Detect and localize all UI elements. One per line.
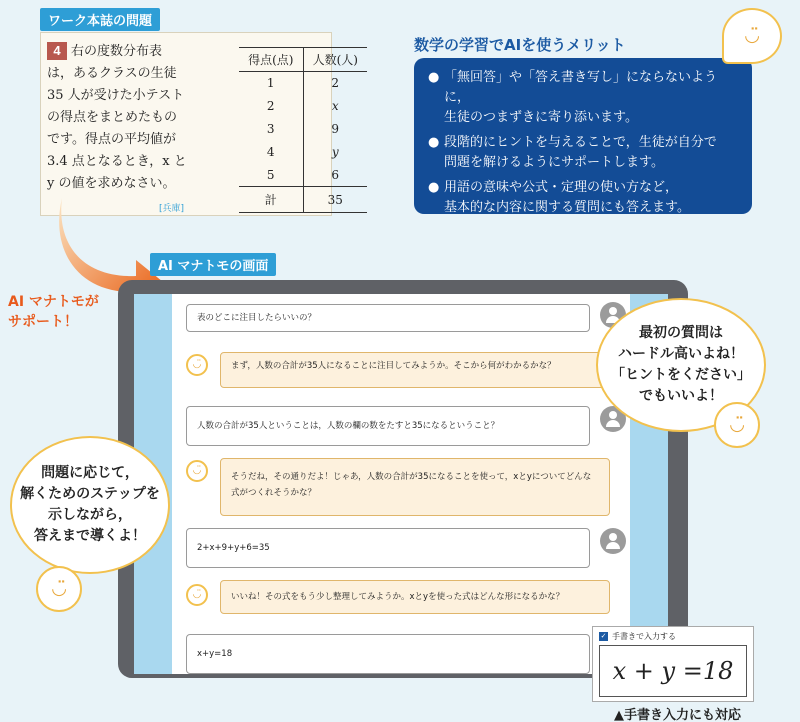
table-row	[239, 141, 367, 164]
user-avatar-icon	[600, 528, 626, 554]
ai-message: そうだね，その通りだよ！じゃあ，人数の合計が35になることを使って，xとyについてどんな式がつくれそうかな？	[220, 458, 610, 516]
table-cell: 3	[239, 118, 303, 141]
problem-line: です。得点の平均値が	[47, 132, 176, 147]
table-cell: x	[331, 99, 339, 113]
problem-line: は，あるクラスの生徒	[47, 66, 177, 81]
chat-panel[interactable]	[172, 294, 630, 674]
table-row	[239, 118, 367, 141]
benefits-title: 数学の学習でAIを使うメリット	[414, 36, 626, 54]
handwriting-input-area[interactable]: x + y =18	[599, 645, 747, 697]
handwriting-caption: ▲手書き入力にも対応	[614, 708, 741, 722]
smile-icon: ◡̈	[714, 402, 760, 448]
ai-message: いいね！その式をもう少し整理してみようか。xとyを使った式はどんな形になるかな？	[220, 580, 610, 614]
arrow-label: AI マナトモが サポート！	[8, 294, 99, 330]
benefit-text: 用語の意味や公式・定理の使い方など， 基本的な内容に関する質問にも答えます。	[444, 180, 690, 215]
speech-bubble-hint: 最初の質問は ハードル高いよね！ 「ヒントをください」 でもいいよ！	[596, 298, 766, 432]
table-header: 得点(点)	[239, 48, 303, 72]
benefit-item	[428, 133, 738, 173]
table-cell: y	[331, 145, 339, 159]
table-cell: 5	[239, 164, 303, 187]
bullet-icon: ●	[428, 135, 440, 150]
problem-source: [兵庫]	[159, 204, 185, 214]
benefit-text: 段階的にヒントを与えることで，生徒が自分で 問題を解けるようにサポートします。	[444, 135, 717, 170]
bullet-icon: ●	[428, 180, 440, 195]
problem-card	[40, 32, 358, 216]
table-cell: 2	[239, 95, 303, 118]
handwriting-toggle-label: 手書きで入力する	[612, 632, 676, 641]
ai-screen-tag: AI マナトモの画面	[150, 253, 276, 276]
table-cell: 6	[331, 167, 340, 182]
problem-number: 4	[47, 42, 67, 60]
problem-line: 3.4 点となるとき，x と	[47, 154, 187, 169]
ai-message: まず，人数の合計が35人になることに注目してみようか。そこから何がわかるかな？	[220, 352, 610, 388]
bullet-icon: ●	[428, 70, 440, 85]
table-row	[239, 164, 367, 187]
benefit-item	[428, 178, 738, 218]
table-cell: 計	[239, 187, 303, 213]
table-cell: 35	[303, 187, 367, 213]
tablet-screen	[134, 294, 668, 674]
checkbox-checked-icon[interactable]: ✓	[600, 632, 607, 640]
ai-avatar-icon: ◡̈	[186, 584, 208, 606]
table-cell: 1	[239, 72, 303, 95]
frequency-table	[239, 47, 367, 213]
table-row	[239, 72, 367, 95]
smile-icon: ◡̈	[722, 8, 782, 64]
problem-line: 右の度数分布表	[71, 44, 163, 59]
table-header: 人数(人)	[303, 48, 367, 72]
benefit-item	[428, 68, 738, 128]
user-message: 人数の合計が35人ということは，人数の欄の数をたすと35になるということ？	[186, 406, 590, 446]
problem-line: 35 人が受けた小テスト	[47, 88, 185, 103]
problem-text	[47, 41, 203, 195]
table-header-row	[239, 48, 367, 72]
user-message: x+y=18	[186, 634, 590, 674]
user-message: 2+x+9+y+6=35	[186, 528, 590, 568]
benefit-text: 「無回答」や「答え書き写し」にならないように， 生徒のつまずきに寄り添います。	[444, 70, 718, 125]
table-cell: 2	[331, 76, 340, 91]
speech-bubble-steps: 問題に応じて， 解くためのステップを 示しながら， 答えまで導くよ！	[10, 436, 170, 574]
user-message: 表のどこに注目したらいいの？	[186, 304, 590, 332]
handwriting-toggle[interactable]	[599, 631, 676, 642]
ai-avatar-icon: ◡̈	[186, 354, 208, 376]
benefits-box	[414, 58, 752, 214]
table-row	[239, 95, 367, 118]
problem-line: の得点をまとめたもの	[47, 110, 178, 125]
smile-icon: ◡̈	[36, 566, 82, 612]
ai-avatar-icon: ◡̈	[186, 460, 208, 482]
handwriting-panel	[592, 626, 754, 702]
table-cell: 4	[239, 141, 303, 164]
table-total-row	[239, 187, 367, 213]
workbook-tag: ワーク本誌の問題	[40, 8, 160, 31]
problem-line: y の値を求めなさい。	[47, 176, 176, 191]
table-cell: 9	[331, 122, 340, 136]
